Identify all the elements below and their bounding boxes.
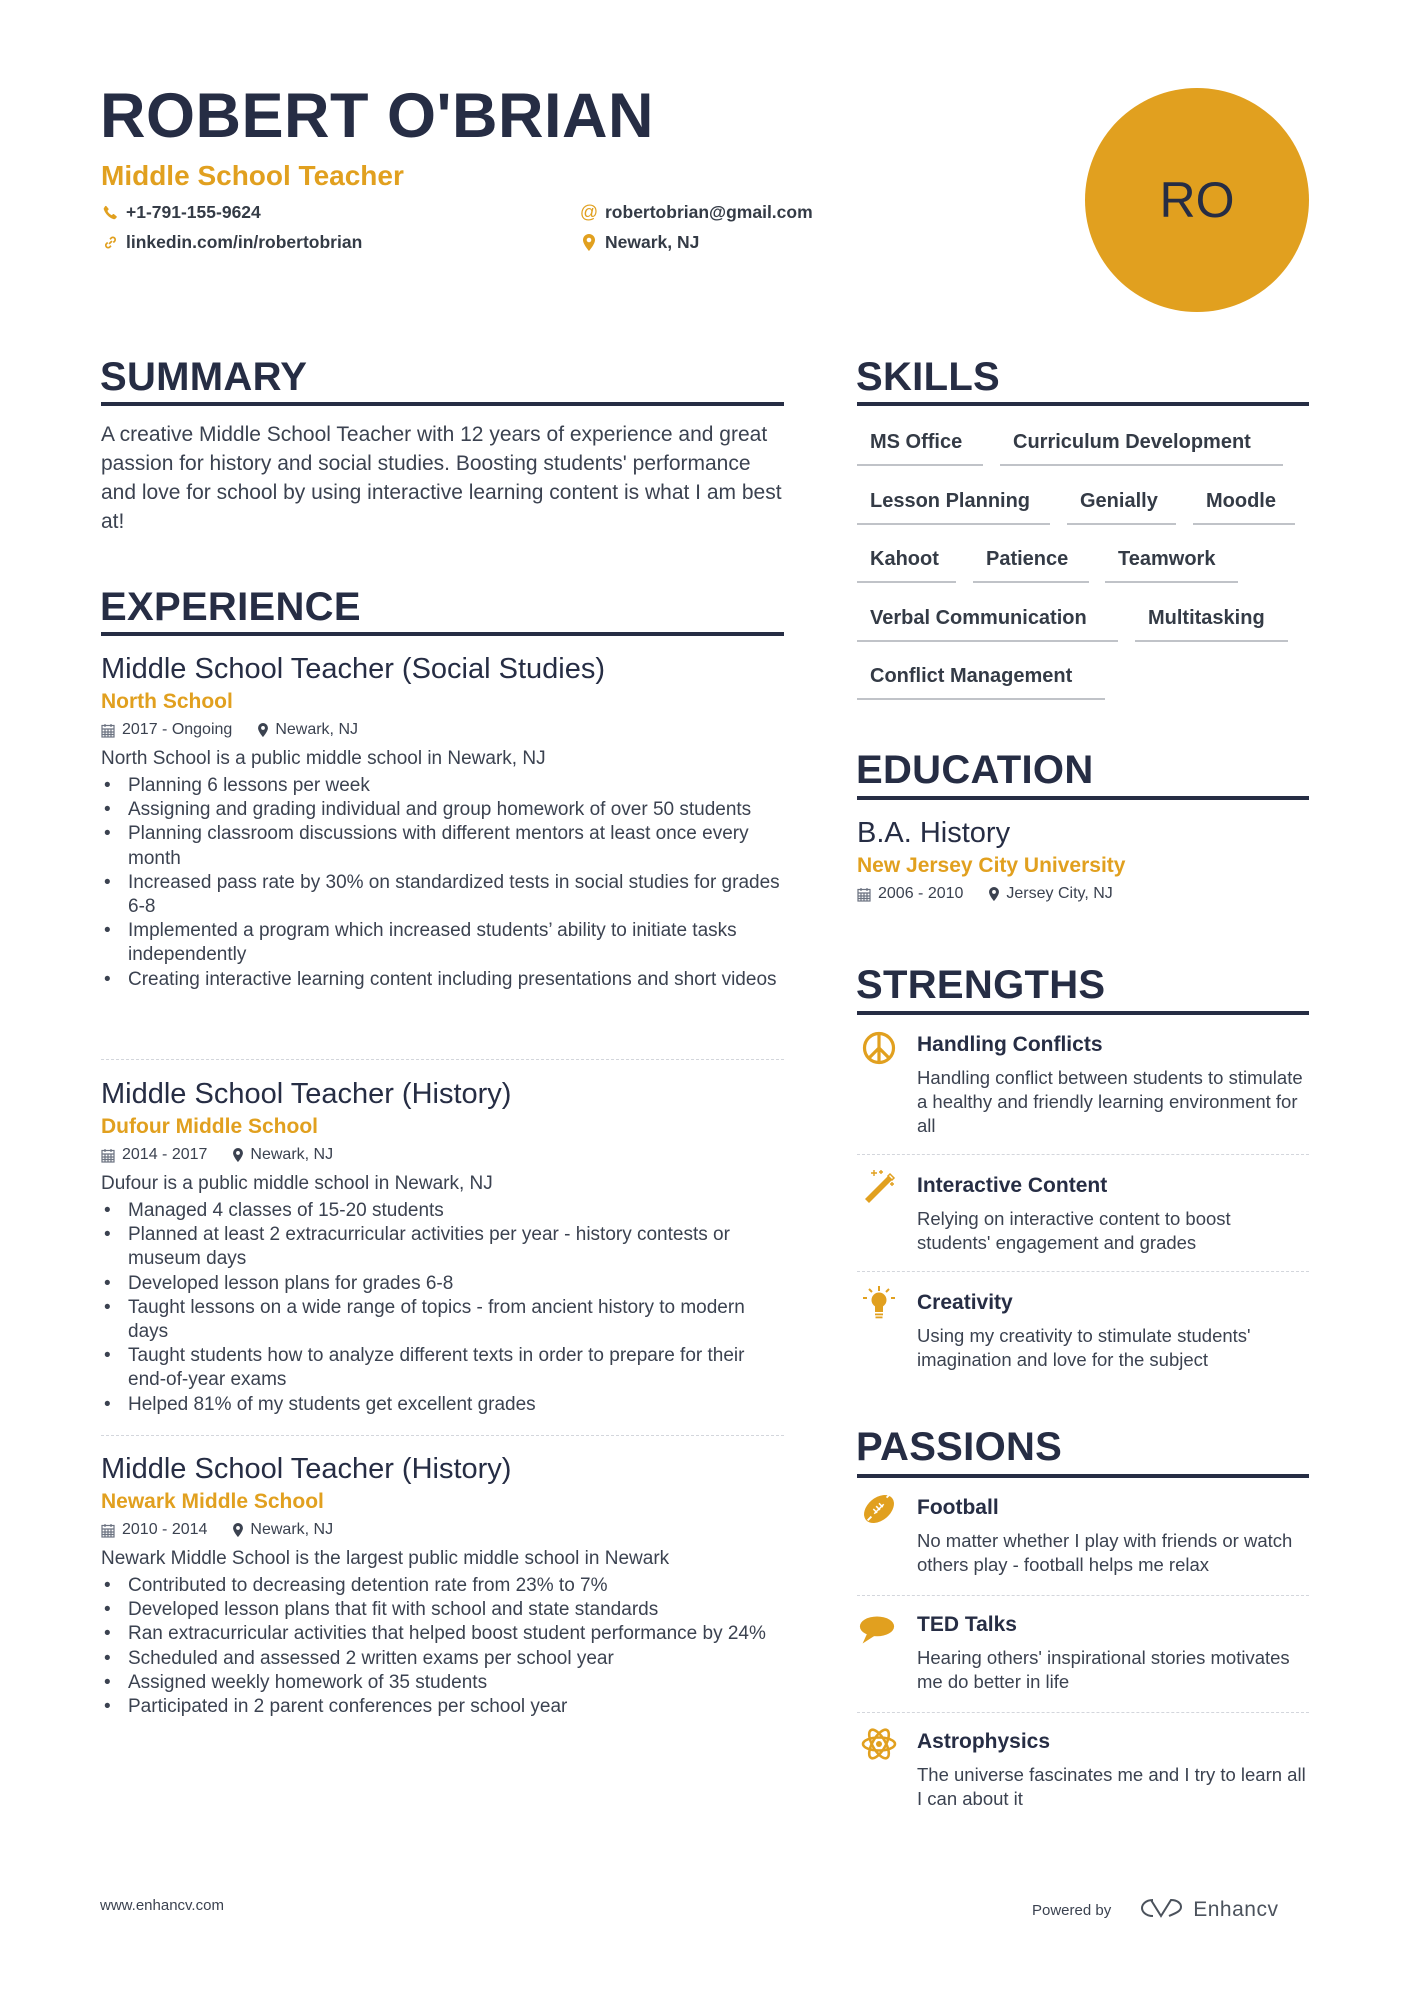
atom-icon [861, 1726, 897, 1762]
job-dates: 2017 - Ongoing [122, 721, 233, 738]
job-entry [101, 1451, 784, 1719]
education-heading: EDUCATION [856, 748, 1094, 792]
linkedin-link[interactable]: linkedin.com/in/robertobrian [126, 232, 363, 252]
passion-title: Football [917, 1496, 999, 1519]
job-bullet: • Increased pass rate by 30% on standardized tests in social studies for grades 6-8 [101, 871, 784, 919]
strength-description: Using my creativity to stimulate students' imagination and love for the subject [917, 1325, 1251, 1370]
education-location: Jersey City, NJ [1006, 885, 1113, 902]
passion-title: Astrophysics [917, 1730, 1051, 1753]
job-entry [101, 651, 784, 992]
skill-tag: Conflict Management [857, 662, 1105, 700]
skills-divider [857, 402, 1309, 406]
contact-email[interactable] [580, 200, 813, 224]
job-bullet: • Developed lesson plans that fit with school and state standards [101, 1598, 784, 1622]
strengths-divider [857, 1011, 1309, 1015]
job-bullet: • Creating interactive learning content including presentations and short videos [101, 968, 784, 992]
peace-icon [861, 1030, 897, 1066]
job-company: Newark Middle School [101, 1490, 324, 1513]
calendar-icon [101, 723, 115, 738]
passion-description: Hearing others' inspirational stories motivates me do better in life [917, 1647, 1290, 1692]
skill-tag: MS Office [857, 428, 983, 466]
passions-divider [857, 1474, 1309, 1478]
job-bullets [101, 1199, 784, 1417]
summary-divider [101, 402, 784, 406]
experience-divider [101, 632, 784, 636]
passion-item [917, 1494, 1317, 1577]
strength-item [917, 1172, 1309, 1255]
candidate-name: ROBERT O'BRIAN [100, 81, 654, 151]
calendar-icon [101, 1523, 115, 1538]
speech-bubble-icon [859, 1612, 895, 1648]
job-bullet: • Ran extracurricular activities that helped boost student performance by 24% [101, 1622, 784, 1646]
job-bullets [101, 1574, 784, 1719]
job-entry [101, 1076, 784, 1417]
contact-phone [101, 200, 261, 224]
job-bullet: • Taught lessons on a wide range of topics - from ancient history to modern days [101, 1296, 784, 1344]
job-separator [101, 1059, 784, 1060]
job-bullet: • Helped 81% of my students get excellent grades [101, 1393, 784, 1417]
map-pin-icon [233, 1148, 243, 1162]
summary-text: A creative Middle School Teacher with 12 years of experience and great passion for history and social studies. Boosting students' performance and love for school by using interactive learning content is what I am best at! [101, 423, 782, 533]
at-icon: @ [579, 202, 599, 222]
job-location: Newark, NJ [250, 1146, 334, 1163]
job-meta [101, 719, 784, 741]
job-location: Newark, NJ [275, 721, 358, 738]
phone-icon [101, 203, 119, 221]
map-pin-icon [233, 1523, 243, 1537]
map-pin-icon [989, 887, 999, 901]
email-link[interactable]: robertobrian@gmail.com [605, 202, 813, 222]
strength-item [917, 1289, 1309, 1372]
strength-separator [857, 1154, 1309, 1155]
passion-description: No matter whether I play with friends or watch others play - football helps me relax [917, 1530, 1293, 1575]
enhancv-logo-icon [1139, 1897, 1185, 1923]
strengths-heading: STRENGTHS [856, 963, 1106, 1007]
education-divider [857, 796, 1309, 800]
job-meta [101, 1144, 784, 1166]
skill-tag: Multitasking [1135, 604, 1288, 642]
job-title: Middle School Teacher (Social Studies) [101, 653, 606, 685]
job-bullet: • Planning classroom discussions with different mentors at least once every month [101, 822, 784, 870]
school-name: New Jersey City University [857, 854, 1126, 877]
experience-heading: EXPERIENCE [100, 585, 361, 629]
powered-by-label: Powered by [1032, 1901, 1112, 1919]
education-entry [857, 815, 1309, 905]
strength-separator [857, 1271, 1309, 1272]
skill-tag: Verbal Communication [857, 604, 1118, 642]
job-description: Dufour is a public middle school in Newark, NJ [101, 1173, 493, 1194]
passion-item [917, 1611, 1309, 1694]
skill-tag: Lesson Planning [857, 487, 1050, 525]
location-value: Newark, NJ [605, 232, 700, 252]
skill-tag: Genially [1067, 487, 1176, 525]
job-dates: 2014 - 2017 [122, 1146, 208, 1163]
strength-title: Interactive Content [917, 1174, 1108, 1197]
avatar [1085, 88, 1309, 312]
passion-description: The universe fascinates me and I try to learn all I can about it [917, 1764, 1306, 1809]
footer-website[interactable]: www.enhancv.com [100, 1897, 224, 1914]
job-separator [101, 1435, 784, 1436]
summary-heading: SUMMARY [100, 355, 308, 399]
strength-title: Creativity [917, 1291, 1013, 1314]
brand-name: Enhancv [1193, 1898, 1279, 1921]
job-description: Newark Middle School is the largest public middle school in Newark [101, 1548, 670, 1569]
job-bullet: • Participated in 2 parent conferences per school year [101, 1695, 784, 1719]
job-company: Dufour Middle School [101, 1115, 318, 1138]
skill-tag: Teamwork [1105, 545, 1238, 583]
skill-tag: Curriculum Development [1000, 428, 1283, 466]
skill-tag: Patience [973, 545, 1089, 583]
phone-value: +1-791-155-9624 [126, 202, 261, 222]
map-pin-icon [580, 233, 598, 251]
passion-separator [857, 1595, 1309, 1596]
job-meta [101, 1519, 784, 1541]
job-title: Middle School Teacher (History) [101, 1078, 512, 1110]
calendar-icon [857, 887, 871, 902]
football-icon [861, 1491, 897, 1527]
avatar-initials: RO [1159, 172, 1235, 228]
map-pin-icon [258, 723, 268, 737]
link-icon [101, 233, 119, 251]
strength-description: Relying on interactive content to boost students' engagement and grades [917, 1208, 1231, 1253]
job-bullet: • Scheduled and assessed 2 written exams per school year [101, 1647, 784, 1671]
candidate-title: Middle School Teacher [101, 160, 404, 191]
contact-location [580, 230, 699, 254]
job-bullet: • Contributed to decreasing detention rate from 23% to 7% [101, 1574, 784, 1598]
job-bullet: • Managed 4 classes of 15-20 students [101, 1199, 784, 1223]
contact-linkedin[interactable] [101, 230, 362, 254]
job-description: North School is a public middle school in Newark, NJ [101, 748, 546, 769]
degree: B.A. History [857, 817, 1011, 849]
footer-powered-by [1032, 1897, 1278, 1923]
skills-heading: SKILLS [856, 355, 1001, 399]
job-bullet: • Implemented a program which increased students’ ability to initiate tasks independently [101, 919, 784, 967]
strength-item [917, 1031, 1309, 1137]
job-bullet: • Developed lesson plans for grades 6-8 [101, 1272, 784, 1296]
skill-tag: Moodle [1193, 487, 1295, 525]
passion-title: TED Talks [917, 1613, 1017, 1636]
skill-tag: Kahoot [857, 545, 956, 583]
calendar-icon [101, 1148, 115, 1163]
job-bullet: • Planning 6 lessons per week [101, 774, 784, 798]
job-bullet: • Assigning and grading individual and group homework of over 50 students [101, 798, 784, 822]
job-bullets [101, 774, 784, 992]
passions-heading: PASSIONS [856, 1425, 1063, 1469]
strength-title: Handling Conflicts [917, 1033, 1103, 1056]
job-bullet: • Planned at least 2 extracurricular activities per year - history contests or museum days [101, 1223, 784, 1271]
magic-wand-icon [861, 1168, 897, 1204]
passion-item [917, 1728, 1309, 1811]
job-company: North School [101, 690, 233, 713]
passion-separator [857, 1712, 1309, 1713]
strength-description: Handling conflict between students to stimulate a healthy and friendly learning environment for all [917, 1067, 1303, 1136]
job-bullet: • Taught students how to analyze different texts in order to prepare for their end-of-year exams [101, 1344, 784, 1392]
education-meta [857, 883, 1309, 905]
education-dates: 2006 - 2010 [878, 885, 964, 902]
job-title: Middle School Teacher (History) [101, 1453, 512, 1485]
job-dates: 2010 - 2014 [122, 1521, 208, 1538]
job-bullet: • Assigned weekly homework of 35 students [101, 1671, 784, 1695]
job-location: Newark, NJ [250, 1521, 334, 1538]
lightbulb-icon [861, 1285, 897, 1321]
